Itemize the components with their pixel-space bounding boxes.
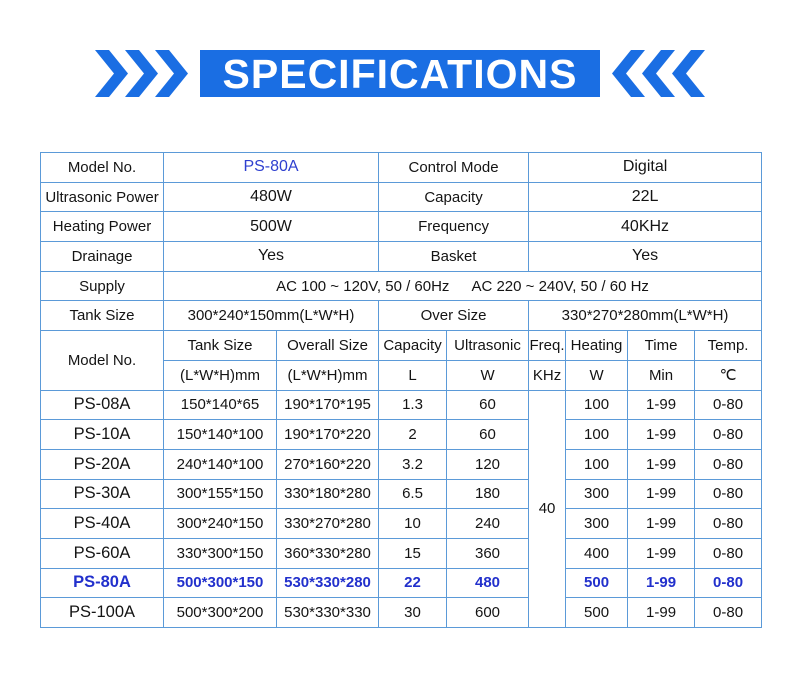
capacity-cell: 3.2: [379, 449, 447, 479]
summary-row: [41, 153, 762, 183]
time-cell: 1-99: [628, 509, 695, 539]
overall-size-cell: 190*170*195: [277, 390, 379, 420]
frequency-unit: KHz: [529, 360, 566, 390]
overall-size-unit: (L*W*H)mm: [277, 360, 379, 390]
temperature-cell: 0-80: [695, 449, 762, 479]
tank-size-cell: 500*300*200: [164, 598, 277, 628]
capacity-unit: L: [379, 360, 447, 390]
ultrasonic-header: Ultrasonic: [447, 331, 529, 361]
control-mode-value: Digital: [529, 153, 762, 183]
overall-size-cell: 330*180*280: [277, 479, 379, 509]
ultrasonic-cell: 60: [447, 420, 529, 450]
model-cell: PS-08A: [41, 390, 164, 420]
time-cell: 1-99: [628, 538, 695, 568]
ultrasonic-cell: 360: [447, 538, 529, 568]
capacity-cell: 1.3: [379, 390, 447, 420]
tank-size-cell: 150*140*100: [164, 420, 277, 450]
heating-cell: 500: [566, 598, 628, 628]
time-cell: 1-99: [628, 598, 695, 628]
model-cell: PS-30A: [41, 479, 164, 509]
ultrasonic-cell: 60: [447, 390, 529, 420]
drainage-label: Drainage: [41, 242, 164, 272]
overall-size-cell: 530*330*330: [277, 598, 379, 628]
overall-size-cell: 330*270*280: [277, 509, 379, 539]
time-cell: 1-99: [628, 420, 695, 450]
model-cell: PS-60A: [41, 538, 164, 568]
capacity-cell: 30: [379, 598, 447, 628]
summary-row: [41, 271, 762, 301]
heating-power-value: 500W: [164, 212, 379, 242]
capacity-label: Capacity: [379, 182, 529, 212]
tank-size-unit: (L*W*H)mm: [164, 360, 277, 390]
tank-size-label: Tank Size: [41, 301, 164, 331]
time-cell: 1-99: [628, 390, 695, 420]
temperature-header: Temp.: [695, 331, 762, 361]
model-row: [41, 538, 762, 568]
overall-size-cell: 270*160*220: [277, 449, 379, 479]
model-cell: PS-100A: [41, 598, 164, 628]
model-row: [41, 479, 762, 509]
supply-label: Supply: [41, 271, 164, 301]
drainage-value: Yes: [164, 242, 379, 272]
supply-value-high: AC 220 ~ 240V, 50 / 60 Hz: [471, 277, 649, 295]
tank-size-cell: 500*300*150: [164, 568, 277, 598]
chevron-right-icon: [95, 50, 128, 97]
page-title: SPECIFICATIONS: [222, 51, 578, 97]
temperature-unit: ℃: [695, 360, 762, 390]
chevrons-left-group: [612, 50, 705, 97]
model-cell: PS-40A: [41, 509, 164, 539]
temperature-cell: 0-80: [695, 420, 762, 450]
model-row: [41, 449, 762, 479]
ultrasonic-cell: 600: [447, 598, 529, 628]
spec-table: [40, 152, 762, 628]
temperature-cell: 0-80: [695, 598, 762, 628]
overall-size-cell: 530*330*280: [277, 568, 379, 598]
specifications-banner: [200, 50, 600, 97]
basket-label: Basket: [379, 242, 529, 272]
chevron-right-icon: [155, 50, 188, 97]
chevron-left-icon: [612, 50, 645, 97]
supply-value: [164, 271, 762, 301]
temperature-cell: 0-80: [695, 568, 762, 598]
summary-row: [41, 301, 762, 331]
tank-size-header: Tank Size: [164, 331, 277, 361]
control-mode-label: Control Mode: [379, 153, 529, 183]
ultrasonic-power-label: Ultrasonic Power: [41, 182, 164, 212]
supply-value-low: AC 100 ~ 120V, 50 / 60Hz: [276, 277, 450, 295]
time-cell: 1-99: [628, 479, 695, 509]
heating-cell: 100: [566, 390, 628, 420]
temperature-cell: 0-80: [695, 509, 762, 539]
summary-row: [41, 182, 762, 212]
model-row: [41, 598, 762, 628]
model-cell: PS-80A: [41, 568, 164, 598]
frequency-cell: 40: [529, 390, 566, 628]
model-row: [41, 509, 762, 539]
tank-size-cell: 300*240*150: [164, 509, 277, 539]
ultrasonic-power-value: 480W: [164, 182, 379, 212]
tank-size-value: 300*240*150mm(L*W*H): [164, 301, 379, 331]
heating-cell: 100: [566, 420, 628, 450]
tank-size-cell: 150*140*65: [164, 390, 277, 420]
ultrasonic-cell: 180: [447, 479, 529, 509]
model-header-row: [41, 331, 762, 361]
model-cell: PS-10A: [41, 420, 164, 450]
ultrasonic-cell: 480: [447, 568, 529, 598]
overall-size-cell: 190*170*220: [277, 420, 379, 450]
over-size-value: 330*270*280mm(L*W*H): [529, 301, 762, 331]
time-cell: 1-99: [628, 568, 695, 598]
model-row: [41, 420, 762, 450]
frequency-label: Frequency: [379, 212, 529, 242]
frequency-header: Freq.: [529, 331, 566, 361]
summary-row: [41, 212, 762, 242]
heating-cell: 500: [566, 568, 628, 598]
overall-size-cell: 360*330*280: [277, 538, 379, 568]
capacity-cell: 10: [379, 509, 447, 539]
frequency-value: 40KHz: [529, 212, 762, 242]
model-no-header: Model No.: [41, 331, 164, 390]
tank-size-cell: 300*155*150: [164, 479, 277, 509]
ultrasonic-unit: W: [447, 360, 529, 390]
heating-cell: 100: [566, 449, 628, 479]
ultrasonic-cell: 120: [447, 449, 529, 479]
heating-power-label: Heating Power: [41, 212, 164, 242]
summary-row: [41, 242, 762, 272]
basket-value: Yes: [529, 242, 762, 272]
capacity-cell: 6.5: [379, 479, 447, 509]
capacity-cell: 15: [379, 538, 447, 568]
time-unit: Min: [628, 360, 695, 390]
heating-cell: 300: [566, 509, 628, 539]
heating-cell: 300: [566, 479, 628, 509]
capacity-header: Capacity: [379, 331, 447, 361]
chevron-left-icon: [642, 50, 675, 97]
time-header: Time: [628, 331, 695, 361]
tank-size-cell: 240*140*100: [164, 449, 277, 479]
model-no-label: Model No.: [41, 153, 164, 183]
temperature-cell: 0-80: [695, 390, 762, 420]
capacity-value: 22L: [529, 182, 762, 212]
capacity-cell: 2: [379, 420, 447, 450]
chevron-right-icon: [125, 50, 158, 97]
heating-unit: W: [566, 360, 628, 390]
heating-header: Heating: [566, 331, 628, 361]
tank-size-cell: 330*300*150: [164, 538, 277, 568]
model-row: [41, 568, 762, 598]
chevron-left-icon: [672, 50, 705, 97]
temperature-cell: 0-80: [695, 538, 762, 568]
model-cell: PS-20A: [41, 449, 164, 479]
chevrons-right-group: [95, 50, 188, 97]
overall-size-header: Overall Size: [277, 331, 379, 361]
ultrasonic-cell: 240: [447, 509, 529, 539]
temperature-cell: 0-80: [695, 479, 762, 509]
model-no-value: PS-80A: [164, 153, 379, 183]
time-cell: 1-99: [628, 449, 695, 479]
model-row: [41, 390, 762, 420]
capacity-cell: 22: [379, 568, 447, 598]
over-size-label: Over Size: [379, 301, 529, 331]
heating-cell: 400: [566, 538, 628, 568]
